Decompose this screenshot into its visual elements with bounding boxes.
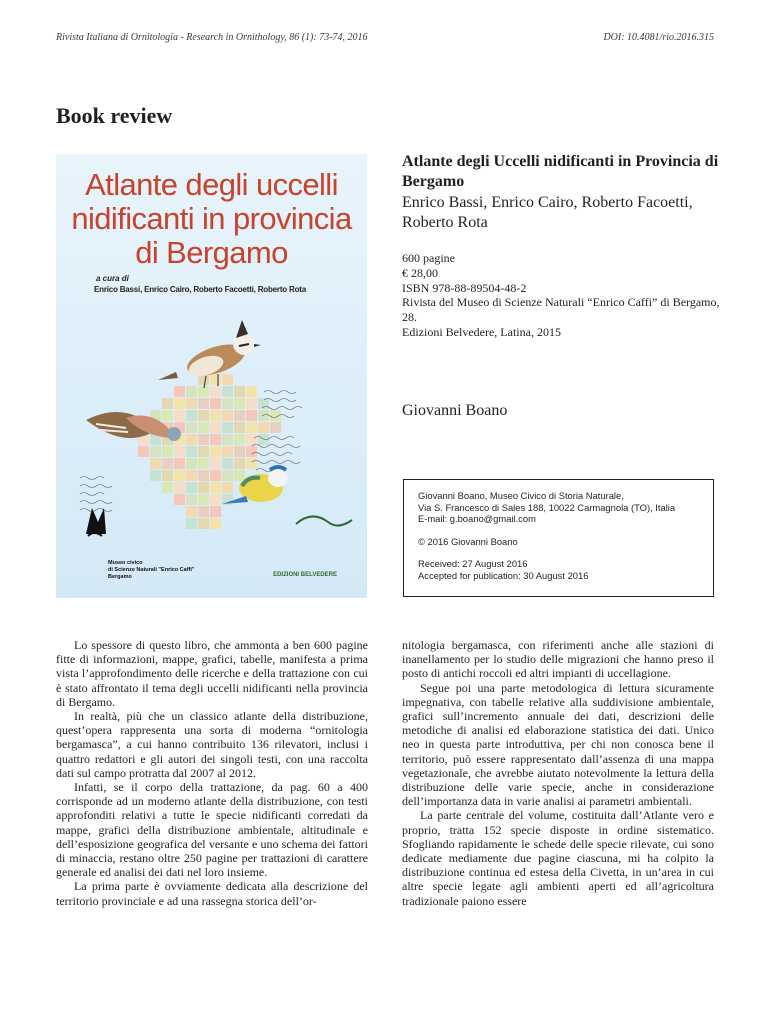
map-grid-cell	[234, 422, 245, 433]
map-grid-cell	[198, 422, 209, 433]
map-grid-cell	[138, 446, 149, 457]
map-grid-cell	[234, 470, 245, 481]
map-grid-cell	[234, 458, 245, 469]
map-grid-cell	[198, 410, 209, 421]
author-info-box	[403, 479, 714, 597]
map-grid-cell	[174, 482, 185, 493]
map-grid-cell	[210, 494, 221, 505]
map-grid-cell	[174, 398, 185, 409]
running-header-journal: Rivista Italiana di Ornitologia - Research in Ornithology, 86 (1): 73-74, 2016	[56, 32, 368, 43]
map-grid-cell	[270, 410, 281, 421]
book-publisher: Edizioni Belvedere, Latina, 2015	[402, 324, 561, 339]
map-grid-cell	[222, 410, 233, 421]
map-grid-cell	[246, 410, 257, 421]
map-grid-cell	[174, 470, 185, 481]
map-grid-cell	[198, 446, 209, 457]
map-grid-cell	[246, 458, 257, 469]
map-grid-cell	[198, 518, 209, 529]
map-grid-cell	[198, 494, 209, 505]
map-grid-cell	[174, 386, 185, 397]
cover-publisher-logo: EDIZIONI BELVEDERE	[273, 572, 337, 578]
map-grid-cell	[198, 434, 209, 445]
map-grid-cell	[186, 410, 197, 421]
map-grid-cell	[210, 374, 221, 385]
map-grid-cell	[222, 398, 233, 409]
map-grid-cell	[246, 386, 257, 397]
cover-curated-by: a cura di	[96, 274, 129, 283]
map-grid-cell	[186, 422, 197, 433]
map-grid-cell	[186, 398, 197, 409]
map-grid-cell	[162, 410, 173, 421]
map-grid-cell	[210, 434, 221, 445]
paragraph: Segue poi una parte metodologica di lettura sicuramente impegnativa, con tabelle relative alla suddivisione ambientale, grafici sull’incremento annuale dei dati, descrizioni delle metodiche di analisi ed elaborazione statistica dei dati. Unico neo in questa parte introduttiva, per chi non conosca bene il territorio, può essere rappresentato dall’assenza di una mappa vegetazionale, che avrebbe aiutato notevolmente la lettura della distribuzione delle varie specie, anche in considerazione dell’importanza data in varie analisi ai parametri ambientali.	[402, 680, 714, 809]
affiliation-line-1: Giovanni Boano, Museo Civico di Storia Naturale,	[418, 490, 624, 501]
cover-title: Atlante degli uccelli nidificanti in provincia di Bergamo	[71, 167, 352, 270]
cover-authors: Enrico Bassi, Enrico Cairo, Roberto Facoetti, Roberto Rota	[94, 285, 306, 294]
map-grid-cell	[210, 446, 221, 457]
map-grid-cell	[210, 410, 221, 421]
map-grid-cell	[222, 374, 233, 385]
paragraph: La prima parte è ovviamente dedicata alla descrizione del territorio provinciale e ad una rassegna storica dell’or-	[56, 879, 368, 908]
paragraph: Infatti, se il corpo della trattazione, da pag. 60 a 400 corrisponde ad un moderno atlante della distribuzione, con testi approfonditi relativi a tutte le specie nidificanti corredati da mappe, grafici della distribuzione ambientale, altitudinale e dell’esposizione geografica del versante e uno schema dei fattori di minaccia, restano oltre 250 pagine per trattazioni di carattere generale ed analisi dei dati nel loro insieme.	[56, 780, 368, 880]
map-grid-cell	[174, 494, 185, 505]
book-series: Rivista del Museo di Scienze Naturali “Enrico Caffi” di Bergamo, 28.	[402, 295, 720, 325]
map-grid-cell	[222, 482, 233, 493]
map-grid-cell	[270, 422, 281, 433]
cover-illustration	[56, 300, 367, 560]
map-grid	[138, 374, 281, 529]
museum-logo-icon	[86, 508, 106, 536]
map-grid-cell	[246, 434, 257, 445]
map-grid-cell	[174, 458, 185, 469]
map-grid-cell	[198, 470, 209, 481]
cover-museum-name: Museo civico di Scienze Naturali "Enrico Caffi" Bergamo	[108, 560, 195, 580]
map-grid-cell	[186, 470, 197, 481]
reviewer-name: Giovanni Boano	[402, 402, 508, 419]
map-grid-cell	[186, 506, 197, 517]
paragraph-continuation: nitologia bergamasca, con riferimenti anche alle stazioni di inanellamento per lo studio delle migrazioni che hanno preso il posto di antichi roccoli ed altri impianti di uccellagione.	[402, 638, 714, 681]
book-cover	[56, 154, 367, 598]
map-grid-cell	[222, 446, 233, 457]
body-column-right	[402, 638, 714, 908]
map-grid-cell	[222, 470, 233, 481]
author-email[interactable]: E-mail: g.boano@gmail.com	[418, 513, 536, 525]
map-grid-cell	[186, 446, 197, 457]
map-grid-cell	[162, 398, 173, 409]
map-grid-cell	[246, 422, 257, 433]
map-grid-cell	[210, 482, 221, 493]
map-grid-cell	[186, 482, 197, 493]
map-grid-cell	[210, 422, 221, 433]
publisher-logo-icon	[296, 516, 352, 525]
book-pages: 600 pagine	[402, 251, 455, 265]
map-grid-cell	[198, 506, 209, 517]
map-grid-cell	[210, 458, 221, 469]
map-grid-cell	[174, 410, 185, 421]
map-grid-cell	[210, 506, 221, 517]
map-grid-cell	[246, 446, 257, 457]
crested-tit-drawing	[158, 320, 261, 388]
map-grid-cell	[210, 518, 221, 529]
map-grid-cell	[234, 398, 245, 409]
map-grid-cell	[234, 446, 245, 457]
map-grid-cell	[210, 386, 221, 397]
map-grid-cell	[162, 458, 173, 469]
map-grid-cell	[186, 518, 197, 529]
book-title: Atlante degli Uccelli nidificanti in Provincia di Bergamo	[402, 153, 719, 190]
map-grid-cell	[222, 434, 233, 445]
paragraph: Lo spessore di questo libro, che ammonta a ben 600 pagine fitte di informazioni, mappe, grafici, tabelle, manifesta a prima vista l’approfondimento delle ricerche e della trattazione con cui è stato affrontato il tema degli uccelli nidificanti nella provincia di Bergamo.	[56, 638, 368, 709]
map-grid-cell	[198, 482, 209, 493]
body-column-left	[56, 638, 368, 908]
map-grid-cell	[186, 494, 197, 505]
map-grid-cell	[210, 398, 221, 409]
book-authors: Enrico Bassi, Enrico Cairo, Roberto Facoetti, Roberto Rota	[402, 194, 693, 231]
map-grid-cell	[186, 458, 197, 469]
map-grid-cell	[162, 470, 173, 481]
map-grid-cell	[198, 398, 209, 409]
map-grid-cell	[234, 410, 245, 421]
book-price: € 28,00	[402, 265, 438, 280]
running-header-doi: DOI: 10.4081/rio.2016.315	[603, 32, 714, 43]
map-grid-cell	[258, 410, 269, 421]
map-grid-cell	[234, 434, 245, 445]
book-details	[402, 251, 722, 340]
map-grid-cell	[186, 386, 197, 397]
affiliation-line-2: Via S. Francesco di Sales 188, 10022 Carmagnola (TO), Italia	[418, 501, 676, 513]
paragraph: La parte centrale del volume, costituita dall’Atlante vero e proprio, tratta 152 specie disposte in ordine sistematico. Sfogliando rapidamente le schede delle specie rilevate, cui sono dedicate mediamente due pagine ciascuna, mi ha colpito la distribuzione continua ed estesa della Civetta, in un’area in cui altre specie legate agli ambienti aperti ed all’agricoltura tradizionale paiono essere	[402, 808, 714, 908]
map-grid-cell	[150, 446, 161, 457]
map-grid-cell	[234, 386, 245, 397]
section-title: Book review	[56, 103, 173, 128]
map-grid-cell	[258, 422, 269, 433]
map-grid-cell	[210, 470, 221, 481]
map-grid-cell	[222, 422, 233, 433]
accepted-date: Accepted for publication: 30 August 2016	[418, 569, 589, 581]
map-grid-cell	[150, 458, 161, 469]
map-grid-cell	[222, 458, 233, 469]
map-grid-cell	[162, 446, 173, 457]
map-grid-cell	[198, 458, 209, 469]
map-grid-cell	[186, 434, 197, 445]
map-grid-cell	[246, 398, 257, 409]
copyright-line: © 2016 Giovanni Boano	[418, 535, 518, 547]
map-grid-cell	[162, 482, 173, 493]
map-grid-cell	[222, 386, 233, 397]
book-isbn: ISBN 978-88-89504-48-2	[402, 280, 527, 295]
paragraph: In realtà, più che un classico atlante della distribuzione, quest’opera rappresenta una sorta di moderna “ornitologia bergamasca”, a cui hanno contribuito 136 rilevatori, inclusi i quattro redattori e gli autori dei singoli testi, con una raccolta dati sul campo protratta dal 2007 al 2012.	[56, 709, 368, 780]
map-grid-cell	[150, 470, 161, 481]
map-grid-cell	[174, 446, 185, 457]
received-date: Received: 27 August 2016	[418, 558, 528, 570]
